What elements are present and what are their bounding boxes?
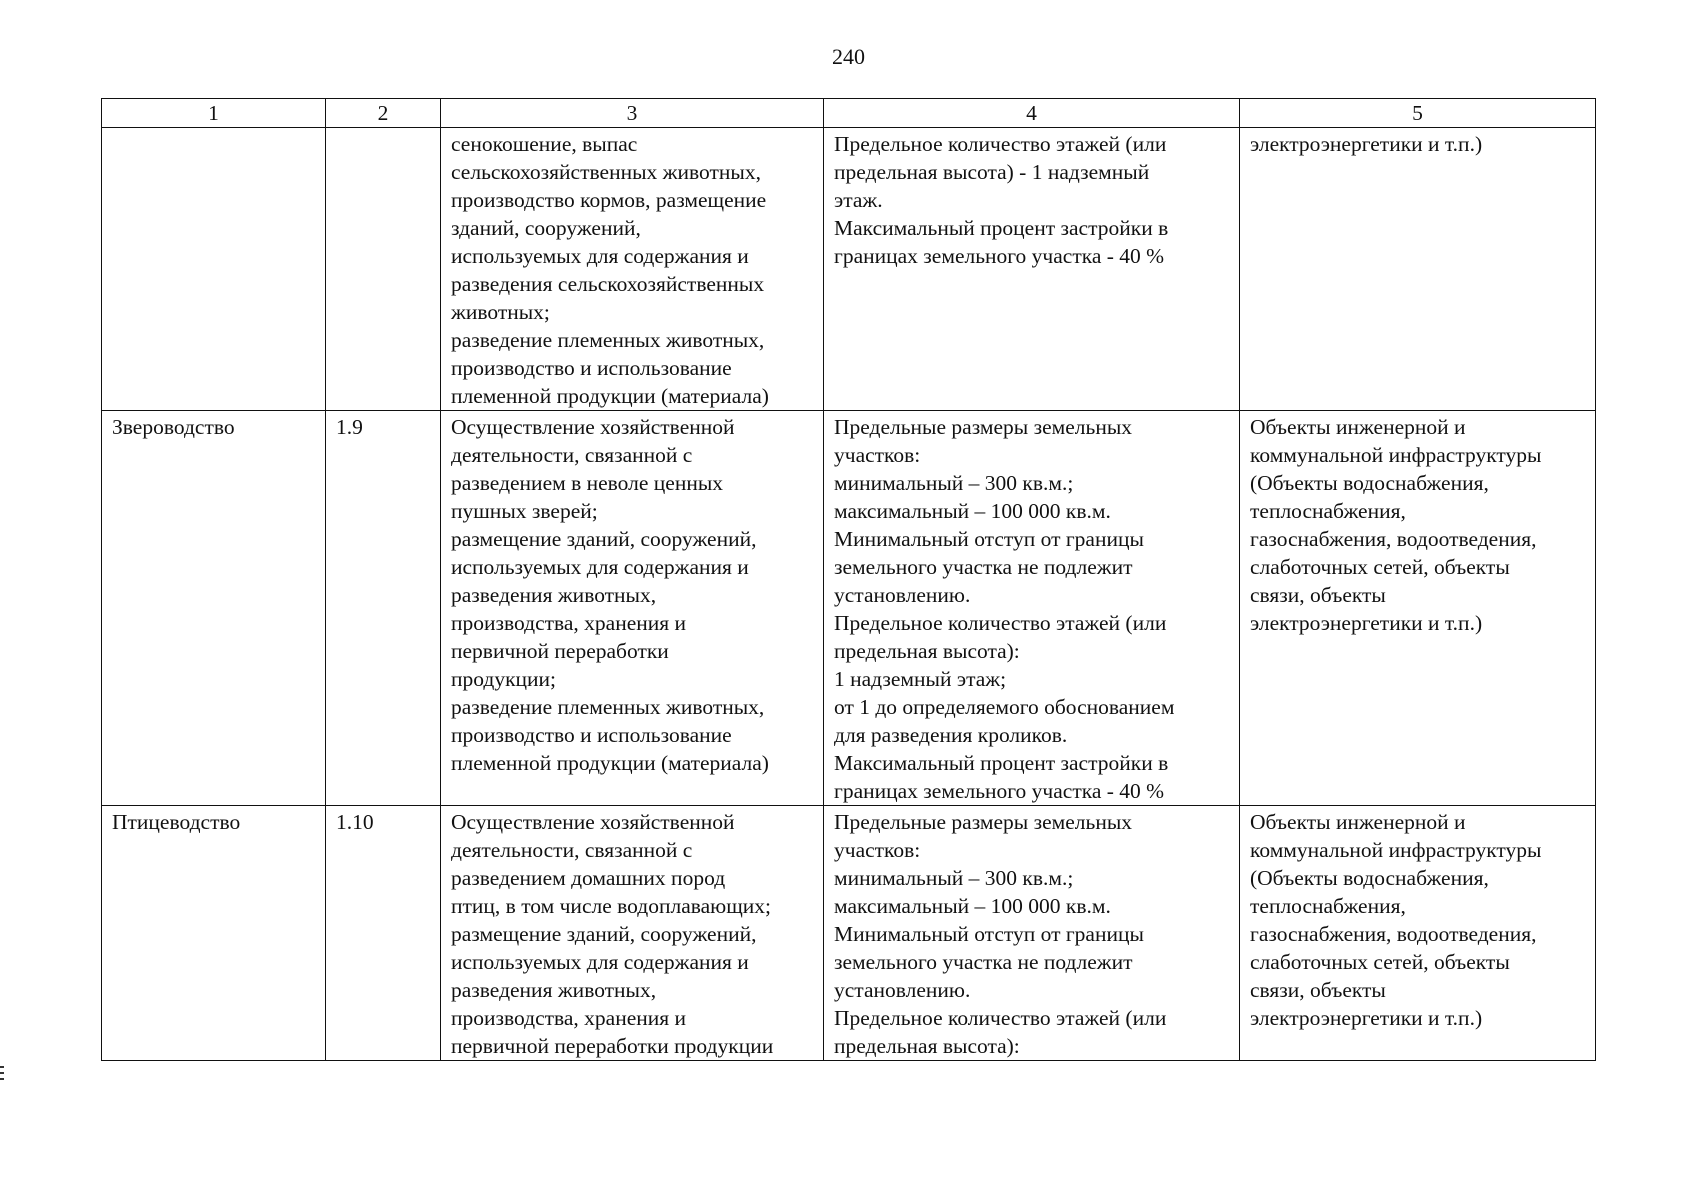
cell-text-line: племенной продукции (материала) <box>451 384 769 408</box>
cell-text-line: газоснабжения, водоотведения, <box>1250 527 1537 551</box>
cell-text-line: теплоснабжения, <box>1250 894 1406 918</box>
cell-text-line: разведением в неволе ценных <box>451 471 724 495</box>
cell-text-line: газоснабжения, водоотведения, <box>1250 922 1537 946</box>
cell-objects <box>1240 411 1596 806</box>
cell-text-line: для разведения кроликов. <box>834 723 1068 747</box>
cell-use-code: 1.9 <box>326 411 441 806</box>
cell-text-line: Объекты инженерной и <box>1250 415 1466 439</box>
cell-text-line: сельскохозяйственных животных, <box>451 160 761 184</box>
cell-use-name: Звероводство <box>102 411 326 806</box>
cell-text-line: установлению. <box>834 978 971 1002</box>
cell-text-line: Предельное количество этажей (или <box>834 132 1167 156</box>
cell-text-line: (Объекты водоснабжения, <box>1250 471 1489 495</box>
cell-text-line: первичной переработки продукции <box>451 1034 774 1058</box>
cell-text-line: максимальный – 100 000 кв.м. <box>834 499 1111 523</box>
cell-text-line: разведение племенных животных, <box>451 328 765 352</box>
cell-text-line: Максимальный процент застройки в <box>834 751 1169 775</box>
cell-text-line: деятельности, связанной с <box>451 443 693 467</box>
cell-text-line: минимальный – 300 кв.м.; <box>834 471 1074 495</box>
cell-text-line: используемых для содержания и <box>451 555 749 579</box>
cell-text-line: племенной продукции (материала) <box>451 751 769 775</box>
cell-text-line: пушных зверей; <box>451 499 598 523</box>
cell-text-line: разведением домашних пород <box>451 866 726 890</box>
cell-text-line: слаботочных сетей, объекты <box>1250 950 1510 974</box>
cell-text-line: Объекты инженерной и <box>1250 810 1466 834</box>
cell-description <box>441 128 824 411</box>
cell-objects <box>1240 806 1596 1061</box>
header-col-2: 2 <box>326 99 441 128</box>
cell-text-line: размещение зданий, сооружений, <box>451 527 757 551</box>
cell-text-line: участков: <box>834 838 921 862</box>
header-col-4: 4 <box>824 99 1240 128</box>
cell-use-name <box>102 128 326 411</box>
cell-use-name: Птицеводство <box>102 806 326 1061</box>
cell-text-line: этаж. <box>834 188 883 212</box>
cell-text-line: разведения сельскохозяйственных <box>451 272 765 296</box>
cell-text-line: Максимальный процент застройки в <box>834 216 1169 240</box>
cell-parameters <box>824 128 1240 411</box>
cell-text-line: земельного участка не подлежит <box>834 950 1133 974</box>
cell-text-line: Предельные размеры земельных <box>834 810 1133 834</box>
scan-mark <box>0 1078 4 1080</box>
cell-use-code: 1.10 <box>326 806 441 1061</box>
cell-text-line: производство кормов, размещение <box>451 188 767 212</box>
cell-text-line: первичной переработки <box>451 639 669 663</box>
table-row <box>102 411 1596 806</box>
cell-text-line: продукции; <box>451 667 557 691</box>
cell-text-line: электроэнергетики и т.п.) <box>1250 1006 1483 1030</box>
cell-text-line: 1 надземный этаж; <box>834 667 1007 691</box>
cell-text-line: электроэнергетики и т.п.) <box>1250 611 1483 635</box>
cell-text-line: электроэнергетики и т.п.) <box>1250 132 1483 156</box>
cell-text-line: деятельности, связанной с <box>451 838 693 862</box>
header-col-1: 1 <box>102 99 326 128</box>
cell-text-line: сенокошение, выпас <box>451 132 638 156</box>
table-row <box>102 806 1596 1061</box>
cell-description <box>441 411 824 806</box>
cell-text-line: предельная высота) - 1 надземный <box>834 160 1150 184</box>
header-row <box>102 99 1596 128</box>
cell-text-line: (Объекты водоснабжения, <box>1250 866 1489 890</box>
cell-text-line: Предельное количество этажей (или <box>834 611 1167 635</box>
cell-text-line: размещение зданий, сооружений, <box>451 922 757 946</box>
cell-text-line: Минимальный отступ от границы <box>834 922 1144 946</box>
cell-text-line: птиц, в том числе водоплавающих; <box>451 894 771 918</box>
scan-mark <box>0 1072 4 1074</box>
cell-text-line: животных; <box>451 300 550 324</box>
page-number: 240 <box>832 44 865 69</box>
cell-text-line: минимальный – 300 кв.м.; <box>834 866 1074 890</box>
cell-text-line: зданий, сооружений, <box>451 216 641 240</box>
cell-objects <box>1240 128 1596 411</box>
cell-parameters <box>824 411 1240 806</box>
header-col-3: 3 <box>441 99 824 128</box>
land-use-table <box>101 98 1596 1061</box>
cell-text-line: производства, хранения и <box>451 1006 687 1030</box>
cell-text-line: участков: <box>834 443 921 467</box>
cell-text-line: Предельное количество этажей (или <box>834 1006 1167 1030</box>
cell-text-line: производства, хранения и <box>451 611 687 635</box>
cell-text-line: используемых для содержания и <box>451 950 749 974</box>
cell-text-line: коммунальной инфраструктуры <box>1250 443 1542 467</box>
cell-text-line: используемых для содержания и <box>451 244 749 268</box>
cell-text-line: коммунальной инфраструктуры <box>1250 838 1542 862</box>
cell-text-line: разведения животных, <box>451 978 657 1002</box>
scan-edge-marks <box>0 1066 4 1084</box>
cell-text-line: максимальный – 100 000 кв.м. <box>834 894 1111 918</box>
cell-text-line: Минимальный отступ от границы <box>834 527 1144 551</box>
cell-text-line: Осуществление хозяйственной <box>451 810 735 834</box>
cell-text-line: разведение племенных животных, <box>451 695 765 719</box>
cell-text-line: производство и использование <box>451 723 732 747</box>
cell-text-line: границах земельного участка - 40 % <box>834 779 1165 803</box>
scan-mark <box>0 1066 4 1068</box>
cell-text-line: связи, объекты <box>1250 978 1386 1002</box>
cell-text-line: Предельные размеры земельных <box>834 415 1133 439</box>
cell-text-line: связи, объекты <box>1250 583 1386 607</box>
cell-text-line: Осуществление хозяйственной <box>451 415 735 439</box>
cell-description <box>441 806 824 1061</box>
cell-text-line: от 1 до определяемого обоснованием <box>834 695 1175 719</box>
cell-text-line: установлению. <box>834 583 971 607</box>
cell-parameters <box>824 806 1240 1061</box>
cell-text-line: предельная высота): <box>834 639 1020 663</box>
table-row <box>102 128 1596 411</box>
cell-use-code <box>326 128 441 411</box>
cell-text-line: границах земельного участка - 40 % <box>834 244 1165 268</box>
cell-text-line: производство и использование <box>451 356 732 380</box>
cell-text-line: земельного участка не подлежит <box>834 555 1133 579</box>
header-col-5: 5 <box>1240 99 1596 128</box>
cell-text-line: разведения животных, <box>451 583 657 607</box>
cell-text-line: предельная высота): <box>834 1034 1020 1058</box>
cell-text-line: теплоснабжения, <box>1250 499 1406 523</box>
cell-text-line: слаботочных сетей, объекты <box>1250 555 1510 579</box>
